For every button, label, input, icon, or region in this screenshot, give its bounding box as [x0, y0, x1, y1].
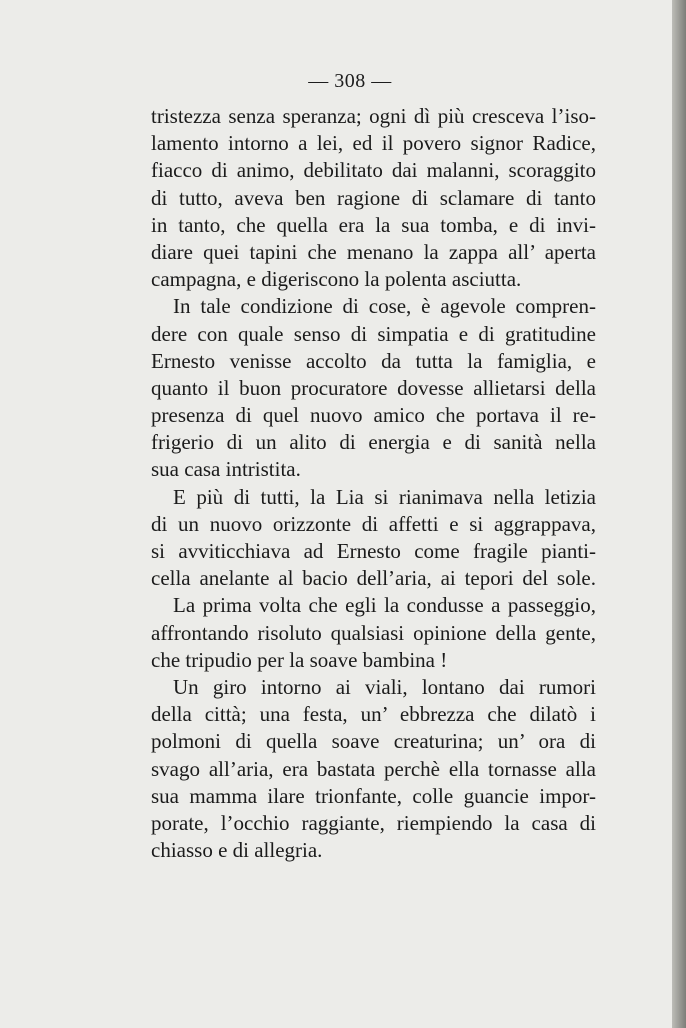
- text-line: cella anelante al bacio dell’aria, ai tepori del sole.: [151, 566, 596, 591]
- text-line: dere con quale senso di simpatia e di gratitudine: [151, 321, 596, 346]
- text-line: che tripudio per la soave bambina !: [151, 647, 448, 672]
- text-line: polmoni di quella soave creaturina; un’ ora di: [151, 729, 596, 754]
- text-line: della città; una festa, un’ ebbrezza che dilatò i: [151, 702, 596, 727]
- text-line: sua casa intristita.: [151, 457, 301, 482]
- text-line: si avviticchiava ad Ernesto come fragile pianti-: [151, 539, 596, 563]
- text-line: fiacco di animo, debilitato dai malanni, scoraggito: [151, 158, 596, 183]
- text-line: affrontando risoluto qualsiasi opinione della gente,: [151, 620, 596, 645]
- paragraph-start-line: La prima volta che egli la condusse a passeggio,: [173, 593, 596, 618]
- text-line: presenza di quel nuovo amico che portava il re-: [151, 403, 596, 428]
- page-number: — 308 —: [308, 70, 392, 92]
- text-line: in tanto, che quella era la sua tomba, e di invi-: [151, 212, 596, 237]
- text-line: sua mamma ilare trionfante, colle guancie impor-: [151, 783, 596, 808]
- text-line: frigerio di un alito di energia e di sanità nella: [151, 430, 596, 455]
- text-line: Ernesto venisse accolto da tutta la famiglia, e: [151, 348, 596, 373]
- paragraph-start-line: E più di tutti, la Lia si rianimava nella letizia: [173, 484, 596, 509]
- text-line: di un nuovo orizzonte di affetti e si aggrappava,: [151, 511, 596, 536]
- page-gutter-edge: [672, 0, 686, 1028]
- text-line: tristezza senza speranza; ogni dì più cresceva l’iso-: [151, 104, 596, 128]
- text-line: porate, l’occhio raggiante, riempiendo la casa di: [151, 810, 596, 835]
- text-line: chiasso e di allegria.: [151, 838, 323, 863]
- body-text: [151, 103, 596, 864]
- text-line: campagna, e digeriscono la polenta asciutta.: [151, 267, 522, 292]
- text-line: diare quei tapini che menano la zappa all’ aperta: [151, 239, 596, 264]
- text-line: lamento intorno a lei, ed il povero signor Radice,: [151, 131, 596, 156]
- paragraph-start-line: In tale condizione di cose, è agevole compren-: [173, 294, 596, 319]
- text-line: svago all’aria, era bastata perchè ella tornasse alla: [151, 756, 596, 781]
- text-line: di tutto, aveva ben ragione di sclamare di tanto: [151, 185, 596, 210]
- text-line: quanto il buon procuratore dovesse allietarsi della: [151, 375, 596, 400]
- paragraph-start-line: Un giro intorno ai viali, lontano dai rumori: [173, 674, 596, 699]
